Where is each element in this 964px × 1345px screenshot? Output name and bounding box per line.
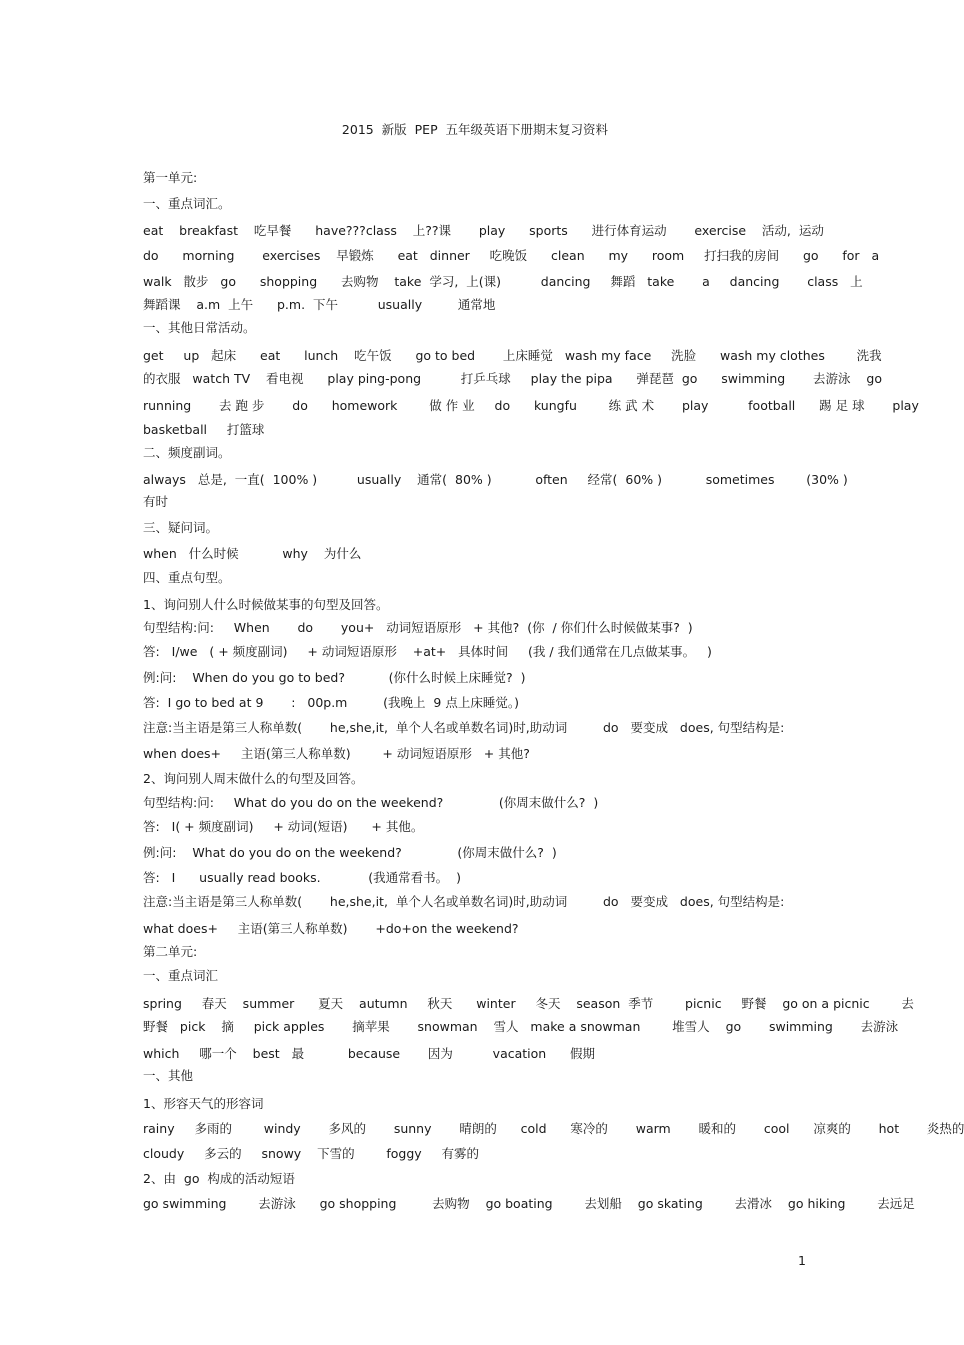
- text-line: get up 起床 eat lunch 吃午饭 go to bed 上床睡觉 wash my face 洗脸 wash my clothes 洗我: [143, 348, 882, 363]
- text-line: what does+ 主语(第三人称单数) +do+on the weekend?: [143, 921, 519, 936]
- text-line: 2、询问别人周末做什么的句型及回答。: [143, 771, 364, 786]
- text-line: 1、形容天气的形容词: [143, 1096, 264, 1111]
- text-line: 一、其他: [143, 1068, 194, 1083]
- page-number: 1: [798, 1253, 806, 1268]
- text-line: 例:问: When do you go to bed? (你什么时候上床睡觉? ): [143, 670, 526, 685]
- text-line: 野餐 pick 摘 pick apples 摘苹果 snowman 雪人 make a snowman 堆雪人 go swimming 去游泳: [143, 1019, 899, 1034]
- text-line: always 总是, 一直( 100% ) usually 通常( 80% ) often 经常( 60% ) sometimes (30% ): [143, 472, 848, 487]
- text-line: 一、重点词汇。: [143, 196, 231, 211]
- text-line: 二、频度副词。: [143, 445, 231, 460]
- text-line: 答: I( + 频度副词) + 动词(短语) + 其他。: [143, 819, 424, 834]
- text-line: 注意:当主语是第三人称单数( he,she,it, 单个人名或单数名词)时,助动词 do 要变成 does, 句型结构是:: [143, 894, 785, 909]
- text-line: basketball 打篮球: [143, 422, 265, 437]
- text-line: do morning exercises 早锻炼 eat dinner 吃晚饭 clean my room 打扫我的房间 go for a: [143, 248, 880, 263]
- text-line: 答: I usually read books. (我通常看书。 ): [143, 870, 461, 885]
- text-line: 注意:当主语是第三人称单数( he,she,it, 单个人名或单数名词)时,助动词 do 要变成 does, 句型结构是:: [143, 720, 785, 735]
- text-line: 三、疑问词。: [143, 520, 219, 535]
- text-line: cloudy 多云的 snowy 下雪的 foggy 有雾的: [143, 1146, 480, 1161]
- text-line: eat breakfast 吃早餐 have???class 上??课 play sports 进行体育运动 exercise 活动, 运动: [143, 223, 824, 238]
- text-line: running 去 跑 步 do homework 做 作 业 do kungfu 练 武 术 play football 踢 足 球 play: [143, 398, 919, 413]
- text-line: 2、由 go 构成的活动短语: [143, 1171, 295, 1186]
- text-line: 第一单元:: [143, 170, 198, 185]
- text-line: 有时: [143, 494, 169, 509]
- text-line: go swimming 去游泳 go shopping 去购物 go boating 去划船 go skating 去滑冰 go hiking 去远足: [143, 1196, 915, 1211]
- text-line: rainy 多雨的 windy 多风的 sunny 晴朗的 cold 寒冷的 warm 暖和的 cool 凉爽的 hot 炎热的: [143, 1121, 964, 1136]
- text-line: 句型结构:问: What do you do on the weekend? (你周末做什么? ): [143, 795, 599, 810]
- text-line: 1、询问别人什么时候做某事的句型及回答。: [143, 597, 389, 612]
- text-line: 一、其他日常活动。: [143, 320, 256, 335]
- text-line: when does+ 主语(第三人称单数) + 动词短语原形 + 其他?: [143, 746, 530, 761]
- text-line: 例:问: What do you do on the weekend? (你周末做什么? ): [143, 845, 557, 860]
- text-line: 答: I/we ( + 频度副词) + 动词短语原形 +at+ 具体时间 (我 / 我们通常在几点做某事。 ): [143, 644, 712, 659]
- text-line: 四、重点句型。: [143, 570, 231, 585]
- text-line: 一、重点词汇: [143, 968, 219, 983]
- text-line: 舞蹈课 a.m 上午 p.m. 下午 usually 通常地: [143, 297, 496, 312]
- text-line: 句型结构:问: When do you+ 动词短语原形 + 其他? (你 / 你们什么时候做某事? ): [143, 620, 693, 635]
- text-line: spring 春天 summer 夏天 autumn 秋天 winter 冬天 season 季节 picnic 野餐 go on a picnic 去: [143, 996, 914, 1011]
- text-line: 第二单元:: [143, 944, 198, 959]
- text-line: which 哪一个 best 最 because 因为 vacation 假期: [143, 1046, 596, 1061]
- text-line: 答: I go to bed at 9 : 00p.m (我晚上 9 点上床睡觉。): [143, 695, 519, 710]
- text-line: walk 散步 go shopping 去购物 take 学习, 上(课) dancing 舞蹈 take a dancing class 上: [143, 274, 863, 289]
- document-title: 2015 新版 PEP 五年级英语下册期末复习资料: [341, 122, 609, 137]
- text-line: when 什么时候 why 为什么: [143, 546, 362, 561]
- text-line: 的衣服 watch TV 看电视 play ping-pong 打乒乓球 play the pipa 弹琵琶 go swimming 去游泳 go: [143, 371, 882, 386]
